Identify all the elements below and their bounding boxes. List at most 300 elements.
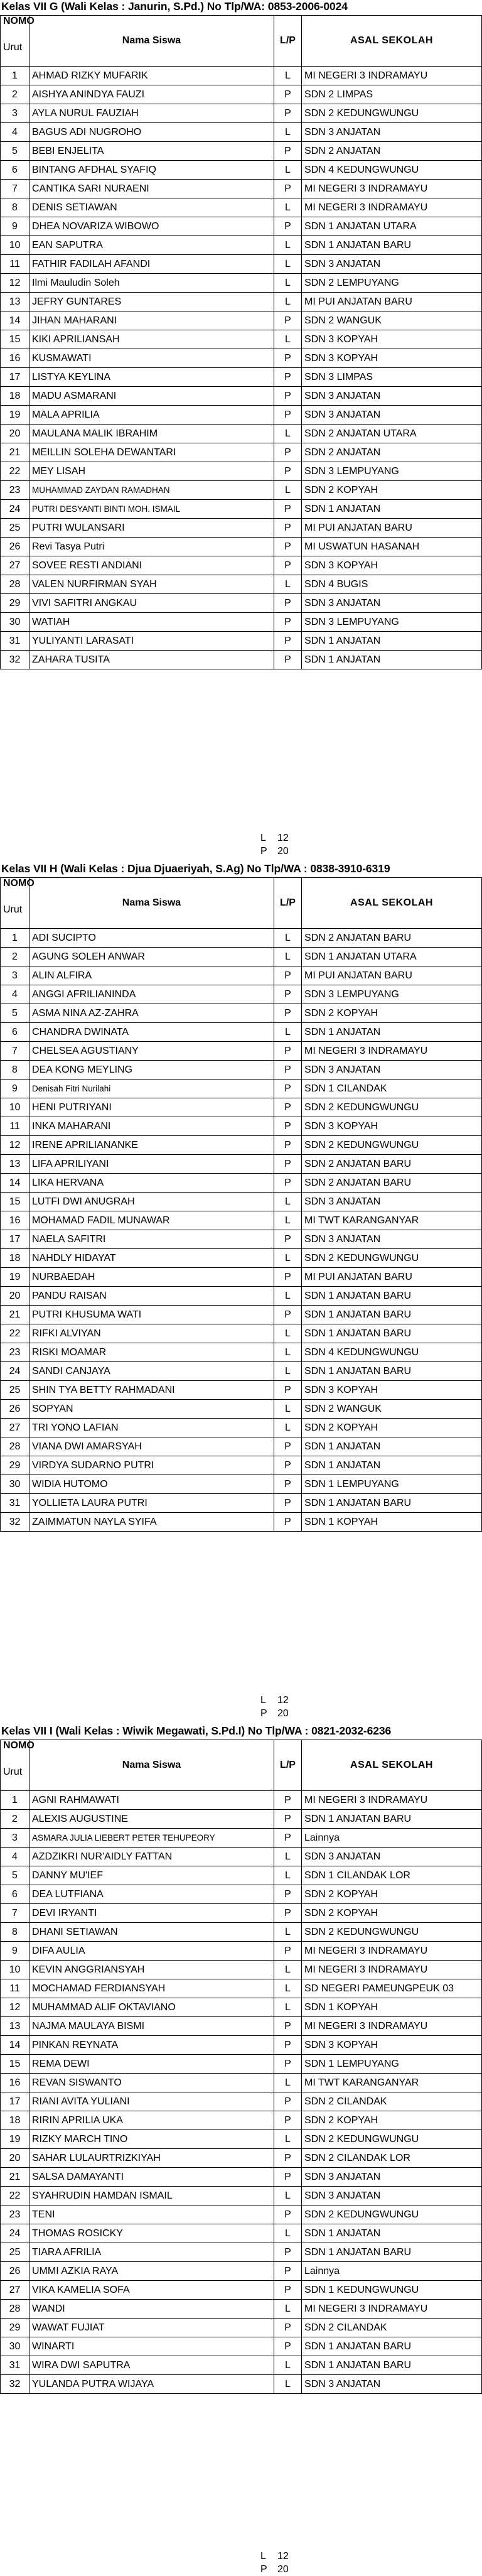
table-row xyxy=(1,2337,482,2356)
gender: P xyxy=(274,1061,302,1080)
header-lp: L/P xyxy=(274,16,302,67)
student-name: YULIYANTI LARASATI xyxy=(29,632,274,651)
gender: P xyxy=(274,387,302,406)
row-number: 18 xyxy=(1,387,29,406)
row-number: 18 xyxy=(1,1249,29,1268)
gender: P xyxy=(274,349,302,368)
student-name: REVAN SISWANTO xyxy=(29,2074,274,2092)
origin-school: MI PUI ANJATAN BARU xyxy=(302,966,482,985)
table-row xyxy=(1,425,482,443)
origin-school: SDN 4 KEDUNGWUNGU xyxy=(302,1343,482,1362)
student-name: Ilmi Mauludin Soleh xyxy=(29,274,274,293)
row-number: 11 xyxy=(1,1117,29,1136)
gender: P xyxy=(274,180,302,198)
gender: P xyxy=(274,1230,302,1249)
row-number: 3 xyxy=(1,1829,29,1848)
student-name: MUHAMMAD ZAYDAN RAMADHAN xyxy=(29,481,274,500)
row-number: 14 xyxy=(1,311,29,330)
gender: P xyxy=(274,2337,302,2356)
row-number: 16 xyxy=(1,349,29,368)
origin-school: SDN 3 ANJATAN xyxy=(302,123,482,142)
table-row xyxy=(1,1475,482,1494)
origin-school: SDN 3 KOPYAH xyxy=(302,1117,482,1136)
table-row xyxy=(1,1117,482,1136)
origin-school: SDN 1 ANJATAN UTARA xyxy=(302,217,482,236)
header-no-top: NOMO xyxy=(3,878,35,889)
header-no xyxy=(1,878,35,929)
header-asal: ASAL SEKOLAH xyxy=(302,16,482,67)
gender: L xyxy=(274,293,302,311)
class-section-vii-g xyxy=(0,0,481,857)
gender-totals xyxy=(260,831,289,858)
origin-school: SDN 2 ANJATAN xyxy=(302,142,482,161)
student-name: PUTRI KHUSUMA WATI xyxy=(29,1306,274,1324)
table-row xyxy=(1,104,482,123)
header-no-bottom: Urut xyxy=(3,42,23,53)
student-name: BEBI ENJELITA xyxy=(29,142,274,161)
origin-school: SDN 1 ANJATAN BARU xyxy=(302,2243,482,2262)
gender: L xyxy=(274,2375,302,2394)
gender: L xyxy=(274,929,302,948)
table-row xyxy=(1,966,482,985)
student-name: HENI PUTRIYANI xyxy=(29,1098,274,1117)
gender: L xyxy=(274,2300,302,2319)
table-row xyxy=(1,236,482,255)
student-name: WATIAH xyxy=(29,613,274,632)
row-number: 4 xyxy=(1,985,29,1004)
row-number: 17 xyxy=(1,1230,29,1249)
student-name: PUTRI DESYANTI BINTI MOH. ISMAIL xyxy=(29,500,274,519)
student-name: ADI SUCIPTO xyxy=(29,929,274,948)
student-name: CHELSEA AGUSTIANY xyxy=(29,1042,274,1061)
class-title: Kelas VII G (Wali Kelas : Janurin, S.Pd.) No Tlp/WA: 0853-2006-0024 xyxy=(1,0,348,13)
header-lp: L/P xyxy=(274,878,302,929)
origin-school: SDN 3 ANJATAN xyxy=(302,2187,482,2205)
origin-school: SDN 3 LIMPAS xyxy=(302,368,482,387)
table-row xyxy=(1,1268,482,1287)
table-row xyxy=(1,2319,482,2337)
gender: L xyxy=(274,2187,302,2205)
student-name: WINARTI xyxy=(29,2337,274,2356)
student-name: PINKAN REYNATA xyxy=(29,2036,274,2055)
table-row xyxy=(1,481,482,500)
row-number: 22 xyxy=(1,1324,29,1343)
header-no xyxy=(1,1740,35,1791)
gender: L xyxy=(274,1362,302,1381)
student-name: LIKA HERVANA xyxy=(29,1174,274,1193)
origin-school: SDN 3 ANJATAN xyxy=(302,1848,482,1866)
row-number: 31 xyxy=(1,632,29,651)
total-p-label: P xyxy=(260,1708,267,1719)
origin-school: SDN 2 CILANDAK xyxy=(302,2092,482,2111)
student-name: AGNI RAHMAWATI xyxy=(29,1791,274,1810)
student-name: IRENE APRILIANANKE xyxy=(29,1136,274,1155)
row-number: 7 xyxy=(1,1904,29,1923)
gender: P xyxy=(274,1885,302,1904)
row-number: 17 xyxy=(1,2092,29,2111)
origin-school: MI NEGERI 3 INDRAMAYU xyxy=(302,180,482,198)
student-name: VIRDYA SUDARNO PUTRI xyxy=(29,1456,274,1475)
student-name: CANTIKA SARI NURAENI xyxy=(29,180,274,198)
row-number: 9 xyxy=(1,217,29,236)
table-row xyxy=(1,406,482,425)
student-name: MEY LISAH xyxy=(29,462,274,481)
origin-school: SDN 2 KOPYAH xyxy=(302,1004,482,1023)
gender: L xyxy=(274,123,302,142)
table-row xyxy=(1,556,482,575)
origin-school: SDN 3 ANJATAN xyxy=(302,255,482,274)
header-no-bottom: Urut xyxy=(3,1767,23,1777)
student-name: ALIN ALFIRA xyxy=(29,966,274,985)
total-p-value: 20 xyxy=(277,846,289,857)
row-number: 32 xyxy=(1,1513,29,1532)
gender: P xyxy=(274,2092,302,2111)
origin-school: SDN 3 KOPYAH xyxy=(302,556,482,575)
row-number: 31 xyxy=(1,2356,29,2375)
row-number: 30 xyxy=(1,613,29,632)
origin-school: SDN 1 CILANDAK LOR xyxy=(302,1866,482,1885)
gender: P xyxy=(274,1155,302,1174)
table-row xyxy=(1,1023,482,1042)
row-number: 20 xyxy=(1,2149,29,2168)
origin-school: SDN 2 CILANDAK xyxy=(302,2319,482,2337)
gender: P xyxy=(274,1791,302,1810)
row-number: 21 xyxy=(1,443,29,462)
origin-school: SDN 2 WANGUK xyxy=(302,1400,482,1419)
gender: L xyxy=(274,1961,302,1979)
origin-school: SDN 3 KOPYAH xyxy=(302,2036,482,2055)
gender: L xyxy=(274,1979,302,1998)
gender-totals xyxy=(260,1694,289,1720)
row-number: 25 xyxy=(1,519,29,538)
gender: P xyxy=(274,1098,302,1117)
table-row xyxy=(1,500,482,519)
origin-school: SD NEGERI PAMEUNGPEUK 03 xyxy=(302,1979,482,1998)
student-name: VIANA DWI AMARSYAH xyxy=(29,1437,274,1456)
student-name: DEA LUTFIANA xyxy=(29,1885,274,1904)
student-name: MUHAMMAD ALIF OKTAVIANO xyxy=(29,1998,274,2017)
student-name: PANDU RAISAN xyxy=(29,1287,274,1306)
total-p-value: 20 xyxy=(277,2564,289,2575)
row-number: 9 xyxy=(1,1942,29,1961)
table-row xyxy=(1,1211,482,1230)
origin-school: SDN 2 KOPYAH xyxy=(302,2111,482,2130)
origin-school: SDN 3 ANJATAN xyxy=(302,2375,482,2394)
gender: L xyxy=(274,255,302,274)
student-name: ASMA NINA AZ-ZAHRA xyxy=(29,1004,274,1023)
gender: P xyxy=(274,2149,302,2168)
gender: P xyxy=(274,2205,302,2224)
student-name: RIZKY MARCH TINO xyxy=(29,2130,274,2149)
origin-school: SDN 2 KEDUNGWUNGU xyxy=(302,1136,482,1155)
student-name: BAGUS ADI NUGROHO xyxy=(29,123,274,142)
gender: L xyxy=(274,1287,302,1306)
table-row xyxy=(1,1098,482,1117)
table-row xyxy=(1,1437,482,1456)
table-row xyxy=(1,1904,482,1923)
student-name: ZAIMMATUN NAYLA SYIFA xyxy=(29,1513,274,1532)
student-name: NAHDLY HIDAYAT xyxy=(29,1249,274,1268)
table-row xyxy=(1,1042,482,1061)
row-number: 6 xyxy=(1,1023,29,1042)
student-name: MADU ASMARANI xyxy=(29,387,274,406)
row-number: 26 xyxy=(1,1400,29,1419)
gender: L xyxy=(274,1848,302,1866)
table-row xyxy=(1,2168,482,2187)
gender: P xyxy=(274,2111,302,2130)
table-row xyxy=(1,2187,482,2205)
table-row xyxy=(1,2036,482,2055)
student-name: MAULANA MALIK IBRAHIM xyxy=(29,425,274,443)
student-name: SANDI CANJAYA xyxy=(29,1362,274,1381)
row-number: 21 xyxy=(1,2168,29,2187)
origin-school: SDN 1 ANJATAN BARU xyxy=(302,2356,482,2375)
student-name: WIRA DWI SAPUTRA xyxy=(29,2356,274,2375)
origin-school: SDN 4 BUGIS xyxy=(302,575,482,594)
gender: P xyxy=(274,519,302,538)
origin-school: SDN 2 KEDUNGWUNGU xyxy=(302,104,482,123)
table-row xyxy=(1,217,482,236)
gender: P xyxy=(274,2036,302,2055)
table-row xyxy=(1,2300,482,2319)
student-name: YULANDA PUTRA WIJAYA xyxy=(29,2375,274,2394)
table-row xyxy=(1,330,482,349)
origin-school: MI NEGERI 3 INDRAMAYU xyxy=(302,198,482,217)
student-name: RISKI MOAMAR xyxy=(29,1343,274,1362)
table-row xyxy=(1,985,482,1004)
row-number: 2 xyxy=(1,1810,29,1829)
table-row xyxy=(1,349,482,368)
table-row xyxy=(1,1193,482,1211)
row-number: 22 xyxy=(1,462,29,481)
gender: L xyxy=(274,198,302,217)
origin-school: SDN 3 ANJATAN xyxy=(302,406,482,425)
row-number: 12 xyxy=(1,1998,29,2017)
origin-school: SDN 1 ANJATAN BARU xyxy=(302,2337,482,2356)
header-asal: ASAL SEKOLAH xyxy=(302,878,482,929)
gender: P xyxy=(274,613,302,632)
row-number: 2 xyxy=(1,85,29,104)
student-name: ASMARA JULIA LIEBERT PETER TEHUPEORY xyxy=(29,1829,274,1848)
table-row xyxy=(1,1848,482,1866)
student-name: AISHYA ANINDYA FAUZI xyxy=(29,85,274,104)
student-name: RIFKI ALVIYAN xyxy=(29,1324,274,1343)
origin-school: SDN 1 ANJATAN BARU xyxy=(302,1362,482,1381)
student-name: WIDIA HUTOMO xyxy=(29,1475,274,1494)
student-name: DHEA NOVARIZA WIBOWO xyxy=(29,217,274,236)
student-name: MOCHAMAD FERDIANSYAH xyxy=(29,1979,274,1998)
header-no-bottom: Urut xyxy=(3,904,23,915)
student-name: DEA KONG MEYLING xyxy=(29,1061,274,1080)
origin-school: MI PUI ANJATAN BARU xyxy=(302,293,482,311)
class-section-vii-i xyxy=(0,1724,481,2575)
header-nama: Nama Siswa xyxy=(29,878,274,929)
gender: P xyxy=(274,538,302,556)
origin-school: MI NEGERI 3 INDRAMAYU xyxy=(302,1961,482,1979)
table-row xyxy=(1,1362,482,1381)
table-row xyxy=(1,1866,482,1885)
table-row xyxy=(1,2375,482,2394)
header-lp: L/P xyxy=(274,1740,302,1791)
student-name: SHIN TYA BETTY RAHMADANI xyxy=(29,1381,274,1400)
row-number: 24 xyxy=(1,1362,29,1381)
row-number: 1 xyxy=(1,1791,29,1810)
gender: P xyxy=(274,1456,302,1475)
gender: P xyxy=(274,1494,302,1513)
table-header-row xyxy=(1,16,482,67)
student-table xyxy=(0,877,482,1532)
table-row xyxy=(1,2356,482,2375)
row-number: 6 xyxy=(1,1885,29,1904)
origin-school: SDN 1 ANJATAN xyxy=(302,2224,482,2243)
row-number: 8 xyxy=(1,1923,29,1942)
row-number: 17 xyxy=(1,368,29,387)
origin-school: SDN 1 ANJATAN BARU xyxy=(302,1287,482,1306)
origin-school: SDN 2 CILANDAK LOR xyxy=(302,2149,482,2168)
origin-school: MI PUI ANJATAN BARU xyxy=(302,1268,482,1287)
table-row xyxy=(1,2092,482,2111)
gender: P xyxy=(274,1904,302,1923)
gender: P xyxy=(274,2319,302,2337)
origin-school: SDN 2 KEDUNGWUNGU xyxy=(302,2205,482,2224)
gender: P xyxy=(274,368,302,387)
table-header-row xyxy=(1,878,482,929)
gender: P xyxy=(274,311,302,330)
gender: P xyxy=(274,1268,302,1287)
row-number: 14 xyxy=(1,2036,29,2055)
row-number: 29 xyxy=(1,2319,29,2337)
student-name: YOLLIETA LAURA PUTRI xyxy=(29,1494,274,1513)
gender: P xyxy=(274,1810,302,1829)
gender: P xyxy=(274,142,302,161)
gender: L xyxy=(274,1419,302,1437)
table-row xyxy=(1,1829,482,1848)
row-number: 32 xyxy=(1,651,29,669)
row-number: 28 xyxy=(1,575,29,594)
gender: L xyxy=(274,1923,302,1942)
row-number: 12 xyxy=(1,274,29,293)
origin-school: SDN 2 KEDUNGWUNGU xyxy=(302,2130,482,2149)
row-number: 16 xyxy=(1,1211,29,1230)
gender: P xyxy=(274,2262,302,2281)
gender: P xyxy=(274,2243,302,2262)
origin-school: SDN 2 ANJATAN BARU xyxy=(302,929,482,948)
table-row xyxy=(1,2130,482,2149)
header-asal: ASAL SEKOLAH xyxy=(302,1740,482,1791)
row-number: 19 xyxy=(1,1268,29,1287)
student-name: REMA DEWI xyxy=(29,2055,274,2074)
gender: P xyxy=(274,104,302,123)
gender: P xyxy=(274,556,302,575)
student-name: ALEXIS AUGUSTINE xyxy=(29,1810,274,1829)
gender: L xyxy=(274,1400,302,1419)
origin-school: MI NEGERI 3 INDRAMAYU xyxy=(302,1791,482,1810)
student-name: Revi Tasya Putri xyxy=(29,538,274,556)
gender: L xyxy=(274,1998,302,2017)
origin-school: SDN 1 KOPYAH xyxy=(302,1513,482,1532)
table-row xyxy=(1,1961,482,1979)
table-row xyxy=(1,2262,482,2281)
table-row xyxy=(1,2224,482,2243)
student-name: ZAHARA TUSITA xyxy=(29,651,274,669)
gender: L xyxy=(274,481,302,500)
row-number: 13 xyxy=(1,2017,29,2036)
gender: P xyxy=(274,594,302,613)
student-name: DENIS SETIAWAN xyxy=(29,198,274,217)
row-number: 8 xyxy=(1,1061,29,1080)
row-number: 29 xyxy=(1,1456,29,1475)
row-number: 27 xyxy=(1,556,29,575)
student-table xyxy=(0,15,482,669)
student-name: SOPYAN xyxy=(29,1400,274,1419)
table-row xyxy=(1,575,482,594)
gender: P xyxy=(274,1475,302,1494)
row-number: 27 xyxy=(1,1419,29,1437)
origin-school: MI NEGERI 3 INDRAMAYU xyxy=(302,2017,482,2036)
origin-school: SDN 1 ANJATAN BARU xyxy=(302,1810,482,1829)
gender: L xyxy=(274,2224,302,2243)
table-row xyxy=(1,1324,482,1343)
gender: L xyxy=(274,330,302,349)
table-row xyxy=(1,67,482,85)
row-number: 19 xyxy=(1,2130,29,2149)
table-row xyxy=(1,1998,482,2017)
row-number: 10 xyxy=(1,236,29,255)
row-number: 23 xyxy=(1,1343,29,1362)
gender: P xyxy=(274,651,302,669)
origin-school: SDN 1 ANJATAN UTARA xyxy=(302,948,482,966)
table-row xyxy=(1,1381,482,1400)
student-name: DHANI SETIAWAN xyxy=(29,1923,274,1942)
origin-school: MI PUI ANJATAN BARU xyxy=(302,519,482,538)
table-row xyxy=(1,443,482,462)
row-number: 28 xyxy=(1,1437,29,1456)
table-row xyxy=(1,651,482,669)
origin-school: SDN 3 ANJATAN xyxy=(302,1193,482,1211)
student-name: SOVEE RESTI ANDIANI xyxy=(29,556,274,575)
gender: P xyxy=(274,1080,302,1098)
student-name: THOMAS ROSICKY xyxy=(29,2224,274,2243)
total-l-label: L xyxy=(260,1695,266,1706)
origin-school: SDN 2 WANGUK xyxy=(302,311,482,330)
gender: L xyxy=(274,575,302,594)
table-row xyxy=(1,1923,482,1942)
table-row xyxy=(1,198,482,217)
row-number: 20 xyxy=(1,425,29,443)
student-name: KIKI APRILIANSAH xyxy=(29,330,274,349)
total-l-label: L xyxy=(260,2551,266,2562)
row-number: 20 xyxy=(1,1287,29,1306)
gender: P xyxy=(274,2168,302,2187)
student-name: TENI xyxy=(29,2205,274,2224)
row-number: 6 xyxy=(1,161,29,180)
origin-school: SDN 1 CILANDAK xyxy=(302,1080,482,1098)
total-p-label: P xyxy=(260,2564,267,2575)
origin-school: SDN 1 ANJATAN BARU xyxy=(302,1494,482,1513)
origin-school: SDN 2 KOPYAH xyxy=(302,1904,482,1923)
gender: P xyxy=(274,1117,302,1136)
origin-school: SDN 2 ANJATAN BARU xyxy=(302,1155,482,1174)
gender: L xyxy=(274,1343,302,1362)
gender: P xyxy=(274,217,302,236)
row-number: 5 xyxy=(1,1866,29,1885)
origin-school: SDN 3 KOPYAH xyxy=(302,330,482,349)
origin-school: MI TWT KARANGANYAR xyxy=(302,2074,482,2092)
row-number: 2 xyxy=(1,948,29,966)
table-row xyxy=(1,462,482,481)
origin-school: SDN 1 ANJATAN xyxy=(302,1023,482,1042)
class-title: Kelas VII I (Wali Kelas : Wiwik Megawati, S.Pd.I) No Tlp/WA : 0821-2032-6236 xyxy=(1,1724,392,1737)
